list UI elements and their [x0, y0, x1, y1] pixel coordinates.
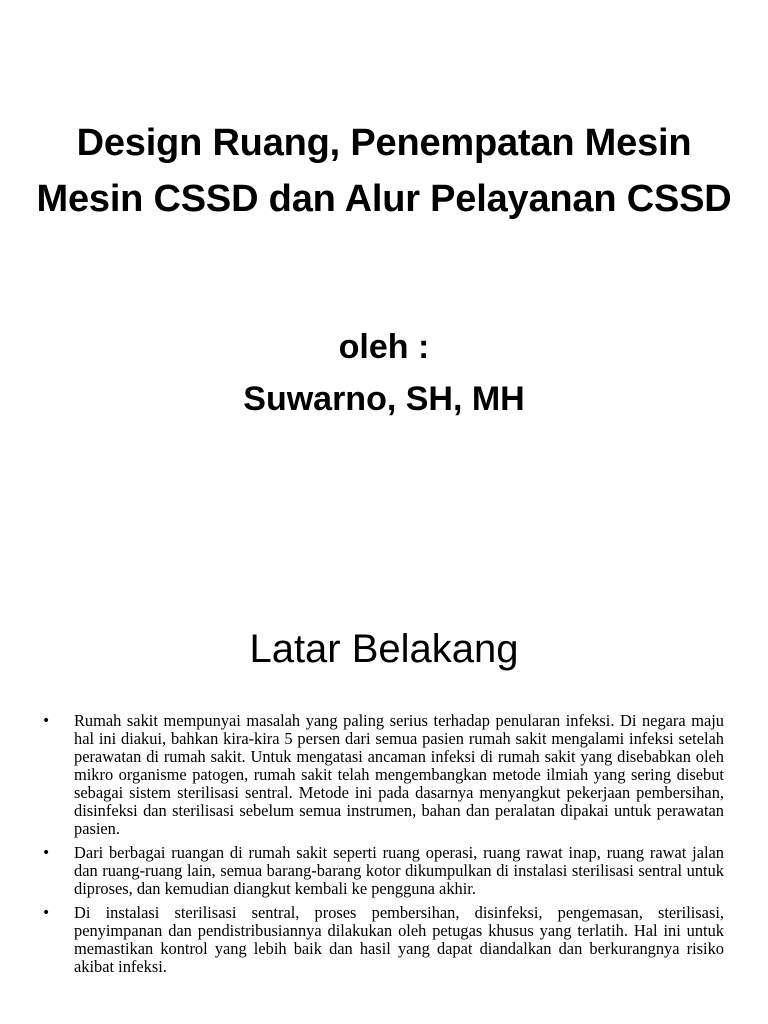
- bullet-text: Rumah sakit mempunyai masalah yang paling serius terhadap penularan infeksi. Di negara maju hal ini diakui, bahkan kira-kira 5 persen dari semua pasien rumah sakit mengalami infeksi setelah perawatan di rumah sakit. Untuk mengatasi ancaman infeksi di rumah sakit yang disebabkan oleh mikro organisme patogen, rumah sakit telah mengembangkan metode ilmiah yang sering disebut sebagai sistem sterilisasi sentral. Metode ini pada dasarnya menyangkut pekerjaan pembersihan, disinfeksi dan sterilisasi sebelum semua instrumen, bahan dan peralatan dipakai untuk perawatan pasien.: [74, 711, 724, 838]
- author-name: Suwarno, SH, MH: [243, 380, 525, 418]
- slide-title-line-1: Design Ruang, Penempatan Mesin: [76, 122, 692, 164]
- bullet-text: Dari berbagai ruangan di rumah sakit seperti ruang operasi, ruang rawat inap, ruang rawat jalan dan ruang-ruang lain, semua barang-barang kotor dikumpulkan di instalasi sterilisasi sentral untuk diproses, dan kemudian diangkut kembali ke pengguna akhir.: [74, 843, 724, 898]
- author-block: [0, 321, 768, 425]
- bullet-icon: •: [42, 845, 51, 861]
- list-item: [40, 712, 724, 838]
- section-heading: Latar Belakang: [249, 627, 519, 671]
- slide-title-line-2: Mesin CSSD dan Alur Pelayanan CSSD: [36, 178, 732, 220]
- content-slide: [0, 576, 768, 1024]
- slide-title: [0, 115, 768, 227]
- list-item: [40, 904, 724, 976]
- bullet-text: Di instalasi sterilisasi sentral, proses pembersihan, disinfeksi, pengemasan, sterilisasi, penyimpanan dan pendistribusiannya dilakukan oleh petugas khusus yang terlatih. Hal ini untuk memastikan kontrol yang lebih baik dan hasil yang dapat diandalkan dan berkurangnya risiko akibat infeksi.: [74, 903, 724, 976]
- bullet-icon: •: [42, 713, 51, 729]
- list-item: [40, 844, 724, 898]
- bullet-icon: •: [42, 905, 51, 921]
- author-label: oleh :: [338, 328, 430, 366]
- bullet-list: [40, 712, 724, 982]
